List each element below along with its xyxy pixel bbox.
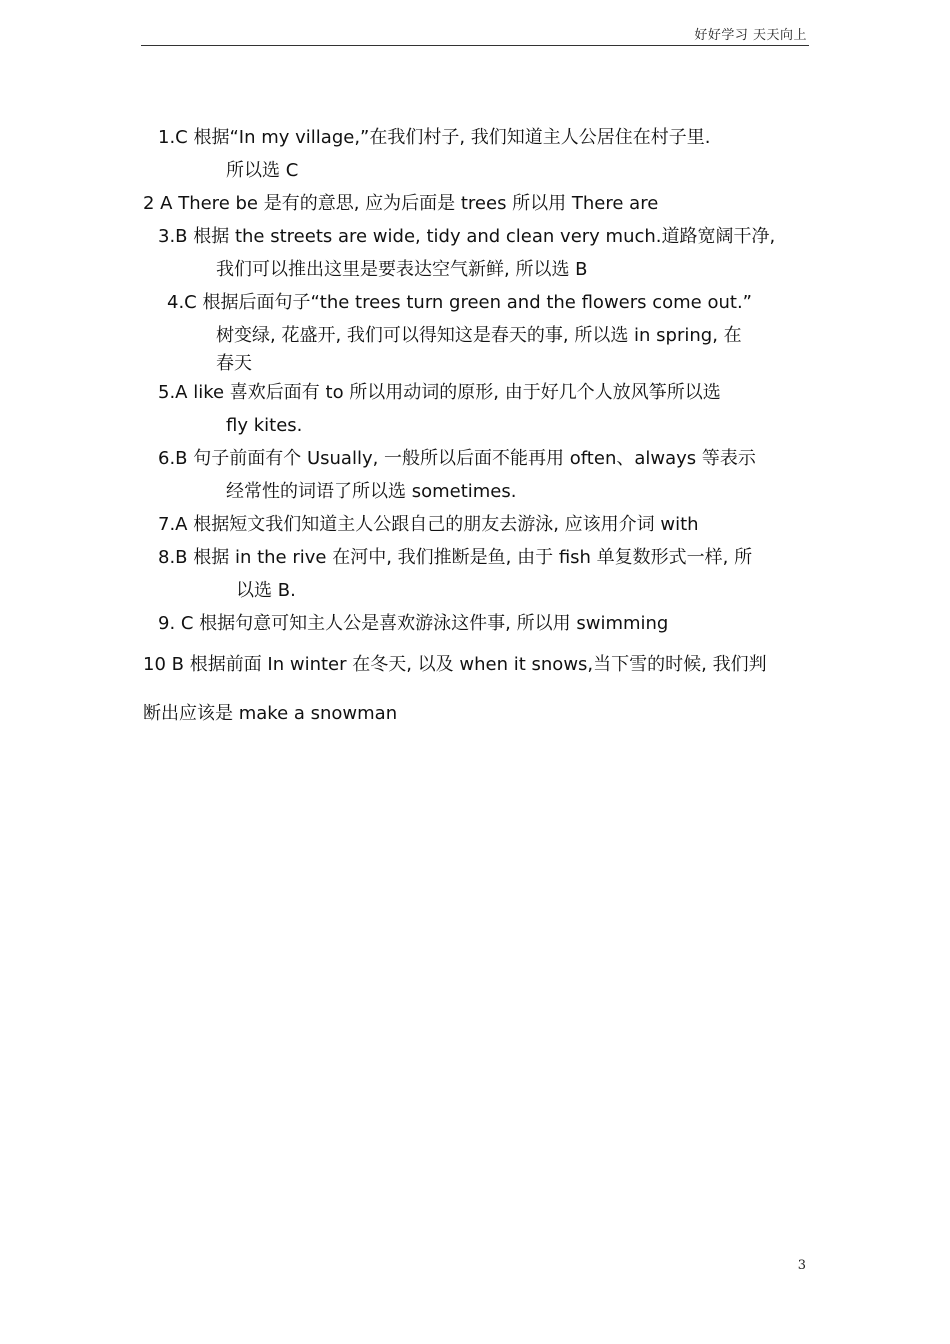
answer-4-line-3: 春天 [216,353,252,374]
answer-1-line-1: 1.C 根据“In my village,”在我们村子, 我们知道主人公居住在村子里. [158,127,711,148]
answer-3-line-2: 我们可以推出这里是要表达空气新鲜, 所以选 B [216,259,588,280]
answer-5-line-1: 5.A like 喜欢后面有 to 所以用动词的原形, 由于好几个人放风筝所以选 [158,382,721,403]
answer-1-line-2: 所以选 C [226,160,299,181]
answer-8-line-1: 8.B 根据 in the rive 在河中, 我们推断是鱼, 由于 fish 单复数形式一样, 所 [158,547,753,568]
answer-7-line-1: 7.A 根据短文我们知道主人公跟自己的朋友去游泳, 应该用介词 with [158,514,699,535]
answer-8-line-2: 以选 B. [236,580,296,601]
answer-4-line-2: 树变绿, 花盛开, 我们可以得知这是春天的事, 所以选 in spring, 在 [216,325,742,346]
header-divider [141,45,809,46]
answer-9-line-1: 9. C 根据句意可知主人公是喜欢游泳这件事, 所以用 swimming [158,613,669,634]
header-motto: 好好学习 天天向上 [694,28,807,43]
page-number: 3 [797,1258,806,1273]
answer-4-line-1: 4.C 根据后面句子“the trees turn green and the flowers come out.” [167,292,753,313]
answer-2-line-1: 2 A There be 是有的意思, 应为后面是 trees 所以用 There are [143,193,659,214]
answer-3-line-1: 3.B 根据 the streets are wide, tidy and clean very much.道路宽阔干净, [158,226,776,247]
answer-10-line-1: 10 B 根据前面 In winter 在冬天, 以及 when it snows,当下雪的时候, 我们判 [143,654,767,675]
answer-5-line-2: fly kites. [226,415,303,436]
answer-6-line-2: 经常性的词语了所以选 sometimes. [226,481,517,502]
answer-6-line-1: 6.B 句子前面有个 Usually, 一般所以后面不能再用 often、always 等表示 [158,448,756,469]
answer-10-line-2: 断出应该是 make a snowman [143,703,398,724]
